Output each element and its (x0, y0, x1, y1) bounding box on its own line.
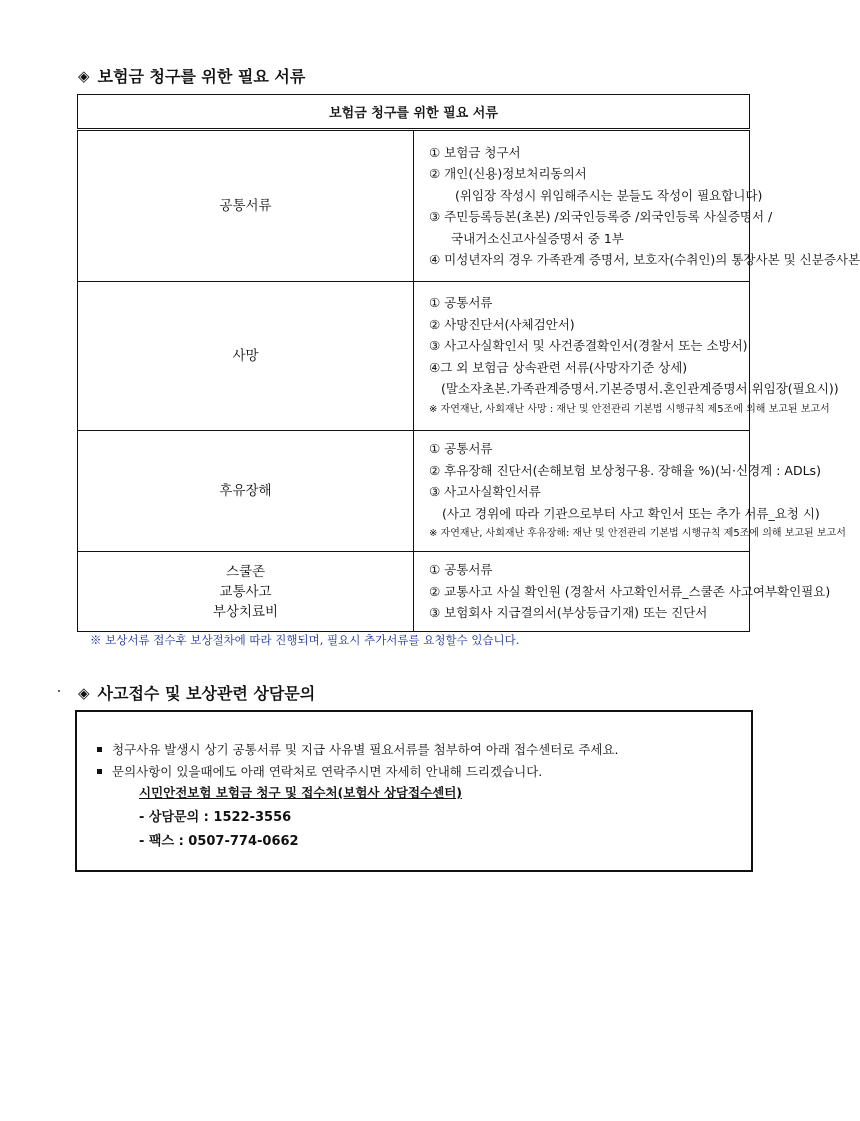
section-heading-contact (78, 681, 315, 704)
square-bullet-icon (97, 769, 102, 774)
square-bullet-icon (97, 747, 102, 752)
section-heading-required-documents (78, 64, 305, 87)
list-item: ② 교통사고 사실 확인원 (경찰서 사고확인서류_스쿨존 사고여부확인필요) (429, 583, 831, 599)
list-item: ④ 미성년자의 경우 가족관계 증명서, 보호자(수취인)의 통장사본 및 신분증사본 (429, 252, 860, 267)
list-item: ① 공통서류 (429, 295, 493, 311)
list-item: 국내거소신고사실증명서 중 1부 (451, 230, 624, 246)
category-label: 후유장해 (219, 483, 272, 499)
stray-dot (58, 690, 60, 692)
category-label: 교통사고 (219, 583, 272, 600)
items-cell (414, 282, 839, 431)
table-row-disability (78, 431, 750, 552)
list-item: ① 보험금 청구서 (429, 144, 521, 160)
list-item: ③ 보험회사 지급결의서(부상등급기재) 또는 진단서 (429, 605, 708, 621)
diamond-bullet-icon: ◈ (78, 66, 90, 85)
category-label: 스쿨존 (225, 563, 266, 580)
items-cell (414, 552, 831, 632)
section-title: 사고접수 및 보상관련 상담문의 (97, 684, 316, 703)
list-item: ② 개인(신용)정보처리동의서 (429, 166, 587, 181)
items-cell (414, 130, 860, 282)
note-item: ※ 자연재난, 사회재난 사망 : 재난 및 안전관리 기본법 시행규칙 제5조에 의해 보고된 보고서 (429, 403, 830, 415)
table-row-schoolzone (78, 552, 750, 632)
instruction-bullet (97, 740, 619, 758)
list-item: ③ 사고사실확인서 및 사건종결확인서(경찰서 또는 소방서) (429, 338, 748, 354)
list-item: (말소자초본.가족관계증명서.기본증명서.혼인관계증명서.위임장(필요시)) (441, 381, 839, 397)
category-cell (78, 431, 414, 552)
list-item: ③ 사고사실확인서류 (429, 484, 541, 499)
category-label: 부상치료비 (212, 603, 279, 620)
footnote: ※ 보상서류 접수후 보상절차에 따라 진행되며, 필요시 추가서류를 요청할수 있습니다. (90, 633, 520, 647)
list-item: (위임장 작성시 위임해주시는 분들도 작성이 필요합니다) (455, 187, 763, 203)
list-item: ① 공통서류 (429, 441, 493, 456)
fax-number: - 팩스 : 0507-774-0662 (139, 834, 299, 849)
required-documents-table (77, 94, 860, 632)
diamond-bullet-icon: ◈ (78, 683, 90, 702)
note-item: ※ 자연재난, 사회재난 후유장해: 재난 및 안전관리 기본법 시행규칙 제5조에 의해 보고된 보고서 (429, 528, 846, 539)
category-label: 공통서류 (219, 198, 272, 214)
list-item: ① 공통서류 (429, 562, 493, 578)
list-item: ② 사망진단서(사체검안서) (429, 316, 575, 332)
contact-box (75, 710, 753, 872)
category-label: 사망 (232, 348, 259, 364)
phone-number: - 상담문의 : 1522-3556 (139, 810, 292, 825)
instruction-bullet (97, 762, 542, 780)
category-cell (78, 130, 414, 282)
table-row-death (78, 282, 750, 431)
instruction-text: 청구사유 발생시 상기 공통서류 및 지급 사유별 필요서류를 첨부하여 아래 접수센터로 주세요. (112, 742, 619, 757)
category-cell (78, 552, 414, 632)
items-cell (414, 431, 846, 552)
list-item: ③ 주민등록등본(초본) /외국인등록증 /외국인등록 사실증명서 / (429, 209, 773, 224)
section-title: 보험금 청구를 위한 필요 서류 (97, 67, 306, 86)
table-row-common (78, 130, 750, 282)
list-item: (사고 경위에 따라 기관으로부터 사고 확인서 또는 추가 서류_요청 시) (442, 505, 820, 521)
claim-center-title: 시민안전보험 보험금 청구 및 접수처(보험사 상담접수센터) (139, 785, 462, 800)
table-header: 보험금 청구를 위한 필요 서류 (78, 95, 750, 130)
category-cell (78, 282, 414, 431)
instruction-text: 문의사항이 있을때에도 아래 연락처로 연락주시면 자세히 안내해 드리겠습니다. (112, 764, 543, 779)
list-item: ② 후유장해 진단서(손해보험 보상청구용. 장해율 %)(뇌·신경계 : ADLs) (429, 462, 821, 478)
list-item: ④그 외 보험금 상속관련 서류(사망자기준 상세) (429, 359, 688, 375)
